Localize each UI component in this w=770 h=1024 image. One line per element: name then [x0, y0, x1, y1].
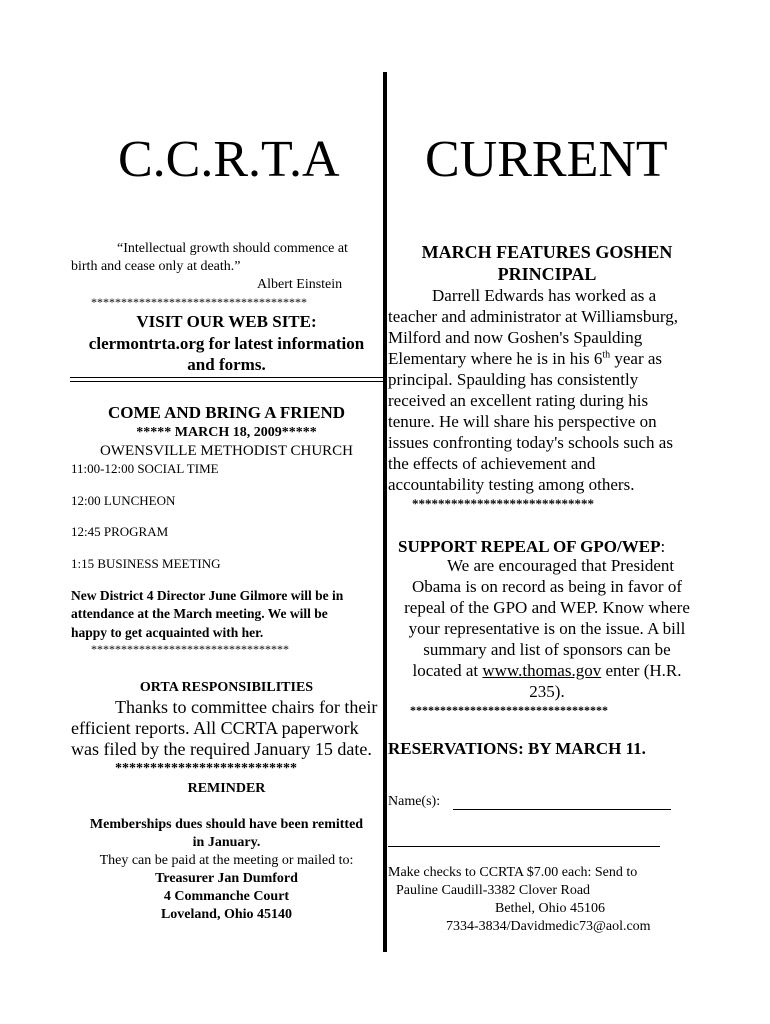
- treasurer-line: Loveland, Ohio 45140: [160, 907, 293, 922]
- names-blank-line: [453, 809, 671, 810]
- article-line: received an excellent rating during his: [388, 391, 649, 410]
- separator-stars: **************************: [115, 761, 297, 776]
- double-rule-bottom: [70, 381, 383, 382]
- orta-line: Thanks to committee chairs for their: [115, 697, 378, 717]
- repeal-text: enter (H.R.: [601, 661, 682, 680]
- friend-title: COME AND BRING A FRIEND: [107, 403, 346, 422]
- paid-note: They can be paid at the meeting or mailed to:: [99, 853, 354, 868]
- director-note-line: attendance at the March meeting. We will be: [71, 606, 328, 621]
- repeal-line: We are encouraged that President: [447, 556, 675, 575]
- repeal-title: SUPPORT REPEAL OF GPO/WEP: [398, 537, 661, 556]
- visit-line-2: clermontrta.org for latest information: [88, 334, 365, 353]
- repeal-line: [388, 661, 706, 681]
- friend-date: ***** MARCH 18, 2009*****: [136, 425, 317, 440]
- reminder-line: in January.: [192, 835, 261, 850]
- orta-line: was filed by the required January 15 date.: [71, 739, 372, 759]
- article-line: teacher and administrator at Williamsburg,: [388, 307, 678, 326]
- repeal-title-wrap: [398, 537, 665, 557]
- quote-line-1: “Intellectual growth should commence at: [117, 241, 348, 256]
- checks-line: 7334-3834/Davidmedic73@aol.com: [446, 919, 651, 934]
- repeal-line: repeal of the GPO and WEP. Know where: [404, 598, 690, 617]
- treasurer-line: 4 Commanche Court: [163, 889, 290, 904]
- article-text: year as: [610, 349, 663, 368]
- separator-stars: ************************************: [91, 295, 307, 309]
- article-line: tenure. He will share his perspective on: [388, 412, 657, 431]
- orta-line: efficient reports. All CCRTA paperwork: [71, 718, 359, 738]
- separator-stars: *********************************: [91, 642, 289, 656]
- checks-line: Bethel, Ohio 45106: [495, 901, 606, 916]
- ordinal-suffix: th: [602, 349, 611, 361]
- schedule-item: 1:15 BUSINESS MEETING: [71, 556, 221, 571]
- checks-line: Pauline Caudill-3382 Clover Road: [396, 883, 591, 898]
- article-line: issues confronting today's schools such as: [388, 433, 673, 452]
- checks-line: Make checks to CCRTA $7.00 each: Send to: [388, 865, 638, 880]
- schedule-item: 12:00 LUNCHEON: [71, 493, 176, 508]
- visit-line-3: and forms.: [187, 355, 266, 374]
- schedule-item: 11:00-12:00 SOCIAL TIME: [71, 461, 219, 476]
- article-line: principal. Spaulding has consistently: [388, 370, 639, 389]
- article-line: accountability testing among others.: [388, 475, 635, 494]
- orta-title: ORTA RESPONSIBILITIES: [139, 680, 314, 695]
- treasurer-line: Treasurer Jan Dumford: [155, 871, 298, 886]
- article-line: the effects of achievement and: [388, 454, 596, 473]
- names-label: Name(s):: [388, 794, 441, 809]
- repeal-text: located at: [412, 661, 483, 680]
- article-line: [388, 349, 662, 369]
- director-note-line: happy to get acquainted with her.: [71, 625, 264, 640]
- visit-title: VISIT OUR WEB SITE:: [136, 312, 317, 331]
- march-title-line-1: MARCH FEATURES GOSHEN: [421, 242, 673, 262]
- reminder-title: REMINDER: [187, 781, 266, 796]
- repeal-colon: :: [660, 537, 666, 556]
- column-divider: [383, 72, 387, 952]
- article-line: Darrell Edwards has worked as a: [432, 286, 657, 305]
- article-line: Milford and now Goshen's Spaulding: [388, 328, 643, 347]
- article-text: Elementary where he is in his 6: [388, 349, 603, 368]
- repeal-line: summary and list of sponsors can be: [423, 640, 671, 659]
- repeal-line: 235).: [529, 682, 565, 701]
- separator-stars: *********************************: [410, 703, 608, 717]
- reminder-line: Memberships dues should have been remitted: [89, 817, 364, 832]
- repeal-line: your representative is on the issue. A bill: [408, 619, 686, 638]
- reservations-heading: RESERVATIONS: BY MARCH 11.: [388, 739, 646, 758]
- separator-stars: ****************************: [412, 496, 594, 511]
- masthead-left-title: C.C.R.T.A: [118, 131, 340, 188]
- thomas-gov-link[interactable]: www.thomas.gov: [482, 661, 602, 680]
- double-rule-top: [70, 377, 383, 378]
- director-note-line: New District 4 Director June Gilmore will be in: [71, 588, 344, 603]
- masthead-right-title: CURRENT: [425, 131, 668, 188]
- friend-place: OWENSVILLE METHODIST CHURCH: [99, 443, 354, 459]
- repeal-line: Obama is on record as being in favor of: [411, 577, 683, 596]
- march-title-line-2: PRINCIPAL: [497, 264, 597, 284]
- names-blank-line: [388, 846, 660, 847]
- quote-author: Albert Einstein: [257, 277, 343, 292]
- quote-line-2: birth and cease only at death.”: [71, 259, 241, 274]
- schedule-item: 12:45 PROGRAM: [71, 524, 169, 539]
